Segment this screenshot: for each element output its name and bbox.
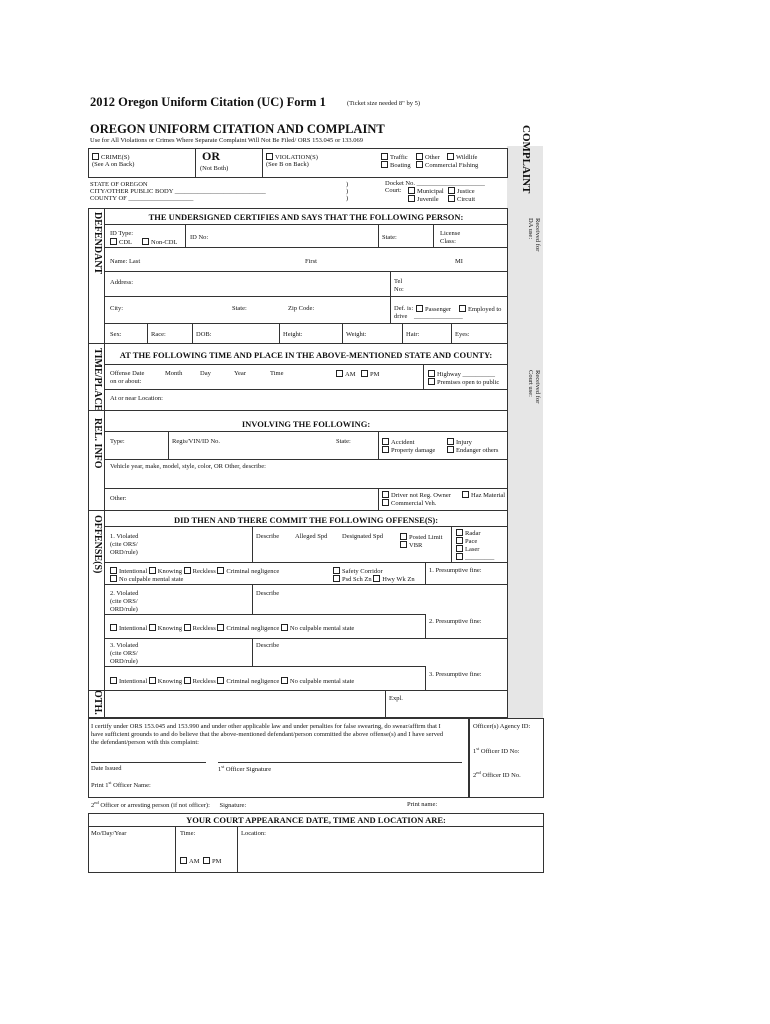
ticket-size-note: (Ticket size needed 8" by 5) bbox=[347, 100, 420, 107]
offense-3-violated[interactable]: 3. Violated (cite ORS/ ORD/rule) bbox=[110, 642, 139, 665]
dob-field[interactable]: DOB: bbox=[196, 331, 212, 338]
docket-field[interactable]: Docket No. _____________________ bbox=[385, 180, 485, 187]
cdl-checkbox[interactable]: CDL bbox=[110, 238, 132, 246]
on-or-about-label: on or about: bbox=[110, 378, 142, 385]
appearance-location-field[interactable]: Location: bbox=[241, 830, 266, 837]
drive-label: drive bbox=[394, 313, 408, 320]
alleged-speed-field[interactable]: Alleged Spd bbox=[295, 533, 328, 540]
violations-option[interactable]: VIOLATION(S) bbox=[266, 153, 318, 161]
oth-side-label: OTH. bbox=[92, 690, 103, 715]
location-field[interactable]: At or near Location: bbox=[110, 395, 163, 402]
hair-field[interactable]: Hair: bbox=[406, 331, 420, 338]
second-officer-signature-field[interactable]: 2nd Officer or arresting person (if not officer): Signature: bbox=[91, 800, 247, 810]
state-field[interactable]: State: bbox=[232, 305, 247, 312]
offense-3-mental-state[interactable]: Intentional Knowing Reckless Criminal negligence No culpable mental state bbox=[110, 677, 354, 685]
presumptive-fine-3[interactable]: 3. Presumptive fine: bbox=[429, 671, 482, 678]
form-title: 2012 Oregon Uniform Citation (UC) Form 1 bbox=[90, 95, 326, 109]
second-officer-print-name[interactable]: Print name: bbox=[407, 801, 438, 808]
endanger-checkbox[interactable]: Endanger others bbox=[447, 446, 498, 454]
certify-line-3: the defendant/person with this complaint: bbox=[91, 739, 199, 746]
employed-checkbox[interactable]: Employed to bbox=[459, 305, 501, 313]
posted-limit-checkbox[interactable]: Posted Limit bbox=[400, 533, 442, 541]
city-field[interactable]: City: bbox=[110, 305, 124, 312]
vehicle-type-field[interactable]: Type: bbox=[110, 438, 125, 445]
vehicle-state-field[interactable]: State: bbox=[336, 438, 351, 445]
paren: ) bbox=[346, 195, 349, 202]
city-public-body-field[interactable]: CITY/OTHER PUBLIC BODY ____________________________ bbox=[90, 188, 266, 195]
haz-material-checkbox[interactable]: Haz Material bbox=[462, 491, 505, 499]
vbr-checkbox[interactable]: VBR bbox=[400, 541, 422, 549]
violations-sub: (See B on Back) bbox=[266, 161, 309, 168]
time-place-header: AT THE FOLLOWING TIME AND PLACE IN THE ABOVE-MENTIONED STATE AND COUNTY: bbox=[119, 350, 493, 360]
tel-label: Tel bbox=[394, 278, 403, 285]
offense-date-label: Offense Date bbox=[110, 370, 145, 377]
wildlife-checkbox[interactable]: Wildlife bbox=[447, 153, 477, 161]
commercial-veh-checkbox[interactable]: Commercial Veh. bbox=[382, 499, 436, 507]
offense-1-mental-state[interactable]: Intentional Knowing Reckless Criminal negligence bbox=[110, 567, 279, 575]
eyes-field[interactable]: Eyes: bbox=[455, 331, 470, 338]
property-damage-checkbox[interactable]: Property damage bbox=[382, 446, 435, 454]
id-type-label: ID Type: bbox=[110, 230, 134, 237]
received-da-label: Received for DA use: bbox=[527, 218, 541, 252]
time-place-side-label: TIME/PLACE bbox=[92, 348, 103, 412]
vehicle-description-field[interactable]: Vehicle year, make, model, style, color, OR Other, describe: bbox=[110, 463, 266, 470]
year-field[interactable]: Year bbox=[234, 370, 246, 377]
height-field[interactable]: Height: bbox=[283, 331, 303, 338]
non-cdl-checkbox[interactable]: Non-CDL bbox=[142, 238, 177, 246]
injury-checkbox[interactable]: Injury bbox=[447, 438, 472, 446]
appearance-date-field[interactable]: Mo/Day/Year bbox=[91, 830, 127, 837]
drive-line[interactable]: _______________ bbox=[414, 313, 463, 320]
paren: ) bbox=[346, 181, 349, 188]
crimes-option[interactable]: CRIME(S) bbox=[92, 153, 130, 161]
license-class-field[interactable]: Class: bbox=[440, 238, 456, 245]
name-mi-field[interactable]: MI bbox=[455, 258, 463, 265]
complaint-side-label: COMPLAINT bbox=[520, 125, 532, 194]
tel-field[interactable]: No: bbox=[394, 286, 404, 293]
traffic-checkbox[interactable]: Traffic bbox=[381, 153, 408, 161]
offense-3-describe[interactable]: Describe bbox=[256, 642, 280, 649]
sex-field[interactable]: Sex: bbox=[110, 331, 122, 338]
license-state-field[interactable]: State: bbox=[382, 234, 397, 241]
juvenile-checkbox[interactable]: Juvenile bbox=[408, 195, 439, 203]
received-court-label: Received for Court use: bbox=[527, 370, 541, 404]
offense-2-violated[interactable]: 2. Violated (cite ORS/ ORD/rule) bbox=[110, 590, 139, 613]
offenses-side-label: OFFENSE(S) bbox=[92, 515, 103, 574]
offense-2-mental-state[interactable]: Intentional Knowing Reckless Criminal negligence No culpable mental state bbox=[110, 624, 354, 632]
state-of-oregon: STATE OF OREGON bbox=[90, 181, 148, 188]
rel-info-header: INVOLVING THE FOLLOWING: bbox=[241, 419, 371, 429]
appearance-time-field[interactable]: Time: bbox=[180, 830, 196, 837]
pm-checkbox[interactable]: PM bbox=[361, 370, 379, 378]
officer-signature-field[interactable]: 1st Officer Signature bbox=[218, 764, 272, 774]
am-checkbox[interactable]: AM bbox=[336, 370, 355, 378]
rel-info-side-label: REL. INFO bbox=[92, 418, 103, 469]
court-appearance-header: YOUR COURT APPEARANCE DATE, TIME AND LOCATION ARE: bbox=[186, 815, 446, 825]
appearance-am-checkbox[interactable]: AM bbox=[180, 857, 199, 865]
school-zone-checkbox[interactable]: Psd Sch Zn Hwy Wk Zn bbox=[333, 575, 415, 583]
offense-1-describe[interactable]: Describe bbox=[256, 533, 280, 540]
passenger-checkbox[interactable]: Passenger bbox=[416, 305, 451, 313]
month-field[interactable]: Month bbox=[165, 370, 183, 377]
defendant-header: THE UNDERSIGNED CERTIFIES AND SAYS THAT THE FOLLOWING PERSON: bbox=[148, 212, 464, 222]
other-field[interactable]: Other: bbox=[110, 495, 127, 502]
radar-checkbox[interactable]: Radar bbox=[456, 529, 481, 537]
laser-checkbox[interactable]: Laser bbox=[456, 545, 479, 553]
offense-2-describe[interactable]: Describe bbox=[256, 590, 280, 597]
offense-1-no-culpable[interactable]: No culpable mental state bbox=[110, 575, 183, 583]
paren: ) bbox=[346, 188, 349, 195]
safety-corridor-checkbox[interactable]: Safety Corridor bbox=[333, 567, 383, 575]
regis-vin-field[interactable]: Regis/VIN/ID No. bbox=[172, 438, 221, 445]
first-officer-id-field[interactable]: 1st Officer ID No: bbox=[473, 746, 520, 756]
day-field[interactable]: Day bbox=[200, 370, 211, 377]
justice-checkbox[interactable]: Justice bbox=[448, 187, 475, 195]
license-label: License bbox=[440, 230, 461, 237]
citation-heading: OREGON UNIFORM CITATION AND COMPLAINT bbox=[90, 122, 385, 136]
zip-field[interactable]: Zip Code: bbox=[288, 305, 315, 312]
id-no-field[interactable]: ID No: bbox=[190, 234, 209, 241]
offenses-header: DID THEN AND THERE COMMIT THE FOLLOWING OFFENSE(S): bbox=[173, 515, 439, 525]
court-label: Court: bbox=[385, 187, 402, 194]
second-officer-id-field[interactable]: 2nd Officer ID No. bbox=[473, 770, 521, 780]
commercial-fishing-checkbox[interactable]: Commercial Fishing bbox=[416, 161, 478, 169]
defendant-side-label: DEFENDANT bbox=[92, 212, 103, 275]
or-sub: (Not Both) bbox=[200, 165, 229, 172]
date-issued-field[interactable]: Date Issued bbox=[91, 765, 122, 772]
name-first-field[interactable]: First bbox=[305, 258, 317, 265]
premises-checkbox[interactable]: Premises open to public bbox=[428, 378, 499, 386]
race-field[interactable]: Race: bbox=[151, 331, 166, 338]
explanation-field[interactable]: Expl. bbox=[389, 695, 403, 702]
pace-checkbox[interactable]: Pace bbox=[456, 537, 477, 545]
agency-id-field[interactable]: Officer(s) Agency ID: bbox=[473, 723, 531, 730]
certify-line-2: have sufficient grounds to and do believe that the above-mentioned defendant/person committed the above offense(s) and I have served bbox=[91, 731, 444, 738]
crimes-sub: (See A on Back) bbox=[92, 161, 135, 168]
appearance-pm-checkbox[interactable]: PM bbox=[203, 857, 221, 865]
accident-checkbox[interactable]: Accident bbox=[382, 438, 414, 446]
highway-checkbox[interactable]: Highway __________ bbox=[428, 370, 495, 378]
not-reg-owner-checkbox[interactable]: Driver not Reg. Owner bbox=[382, 491, 451, 499]
time-field[interactable]: Time bbox=[270, 370, 284, 377]
weight-field[interactable]: Weight: bbox=[346, 331, 367, 338]
presumptive-fine-1[interactable]: 1. Presumptive fine: bbox=[429, 567, 482, 574]
print-officer-name-field[interactable]: Print 1st Officer Name: bbox=[91, 780, 151, 790]
county-field[interactable]: COUNTY OF ____________________ bbox=[90, 195, 194, 202]
or-label: OR bbox=[202, 149, 220, 163]
presumptive-fine-2[interactable]: 2. Presumptive fine: bbox=[429, 618, 482, 625]
boating-checkbox[interactable]: Boating bbox=[381, 161, 411, 169]
circuit-checkbox[interactable]: Circuit bbox=[448, 195, 475, 203]
name-last-field[interactable]: Name: Last bbox=[110, 258, 141, 265]
other-method-checkbox[interactable]: _________ bbox=[456, 553, 494, 561]
other-checkbox[interactable]: Other bbox=[416, 153, 440, 161]
def-is-label: Def. is: bbox=[394, 305, 414, 312]
certify-line-1: I certify under ORS 153.045 and 153.990 and under other applicable law and under penalties for false swearing, do swear/affirm that I bbox=[91, 723, 441, 730]
offense-1-violated[interactable]: 1. Violated (cite ORS/ ORD/rule) bbox=[110, 533, 139, 556]
address-field[interactable]: Address: bbox=[110, 279, 134, 286]
designated-speed-field[interactable]: Designated Spd bbox=[342, 533, 383, 540]
municipal-checkbox[interactable]: Municipal bbox=[408, 187, 444, 195]
citation-subheading: Use for All Violations or Crimes Where Separate Complaint Will Not Be Filed/ ORS 153.045 or 133.069 bbox=[90, 137, 364, 144]
